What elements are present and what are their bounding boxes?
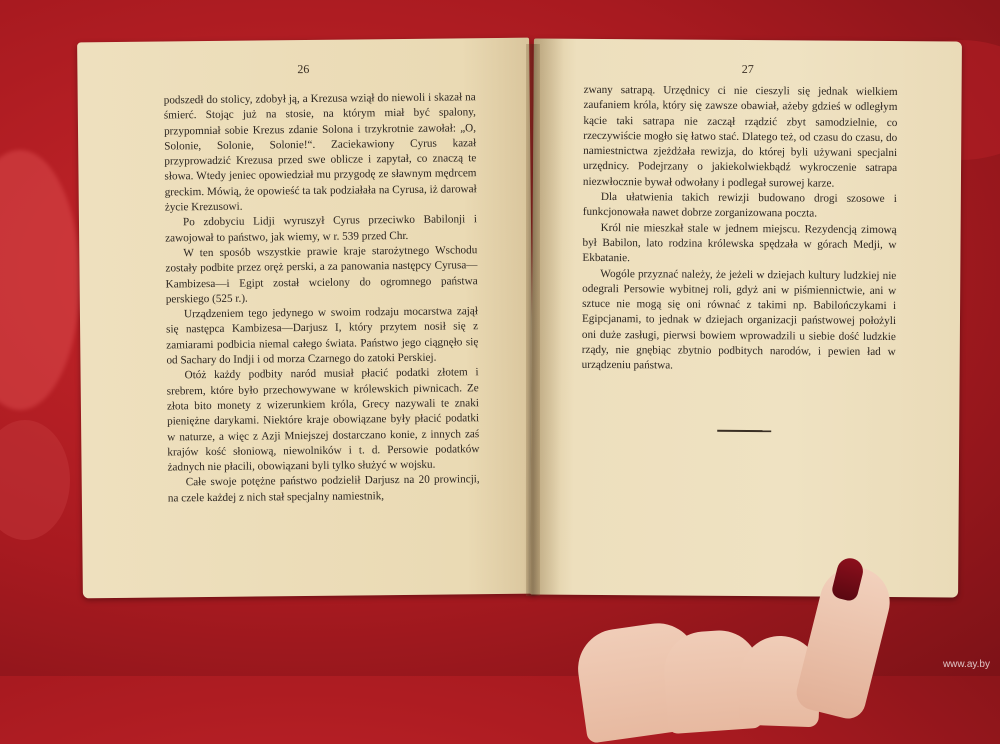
paragraph: Wogóle przyznać należy, że jeżeli w dziejach kultury ludzkiej nie odegrali Persowie wybitnej roli, gdyż ani w piśmiennictwie, ani w sztuce nie mogą się oni równać z takimi np. Babilończykami i Egipcjanami, to jednak w dziejach organizacji państwowej położyli oni duże zasługi, pierwsi bowiem wprowadzili u siebie dość ludzkie rządy, nie gnębiąc zbytnio podbitych narodów, i pewien ład w urządzeniu państwa. <box>581 267 897 372</box>
left-page <box>77 38 535 599</box>
page-text <box>164 90 480 506</box>
background-fabric-pattern <box>0 420 70 540</box>
hand <box>580 576 920 696</box>
book-spine-gutter <box>526 44 540 596</box>
paragraph: Otóż każdy podbity naród musiał płacić podatki złotem i srebrem, które było przechowywane w królewskich piwnicach. Ze złota bito monety z wizerunkiem króla, Grecy nazywali te znaki pieniężne darykami. Niektóre kraje obowiązane były płacić podatki w naturze, a więc z Azji Mniejszej dostarczano konie, z innych zaś krajów kość słoniową, niewolników i t. d. Persowie podatków żadnych nie płacili, obowiązani byli tylko służyć w wojsku. <box>166 366 480 474</box>
watermark: www.ay.by <box>942 659 990 670</box>
background-fabric-pattern <box>0 150 80 410</box>
page-number: 27 <box>741 61 754 77</box>
right-page <box>530 39 962 598</box>
paragraph: Po zdobyciu Lidji wyruszył Cyrus przeciwko Babilonji i zawojował to państwo, jak wiemy, w r. 539 przed Chr. <box>165 213 478 245</box>
paragraph: podszedł do stolicy, zdobył ją, a Krezusa wziął do niewoli i skazał na śmierć. Stojąc już na stosie, na którym miał być spalony, przypomniał sobie Krezus zdanie Solona i trzykrotnie zawołał: „O, Solonie, Solonie, Solonie!“. Zaciekawiony Cyrus kazał przyprowadzić Krezusa przed swe oblicze i zapytał, co znaczą te słowa. Wtedy jeniec opowiedział mu przygodę ze sławnym mędrcem greckim. Mówią, że opowieść ta tak podziałała na Cyrusa, iż darował życie Krezusowi. <box>163 91 477 214</box>
open-book <box>80 40 960 600</box>
section-end-rule <box>717 430 771 432</box>
page-text <box>582 83 898 376</box>
paragraph: zwany satrapą. Urzędnicy ci nie cieszyli się jednak wielkiem zaufaniem króla, który się zawsze obawiał, ażeby gdzieś w odległym kącie taki satrapa nie zaczął rządzić zbyt samodzielnie, co rzeczywiście mogło się łatwo stać. Dlatego też, od czasu do czasu, do namiestnictwa zjeżdżała rewizja, do której byli używani specjalni urzędnicy. Podejrzany o jakiekolwiekbądź wykroczenie satrapa niezwłocznie bywał odwołany i podlegał surowej karze. <box>582 83 898 190</box>
paragraph: Dla ułatwienia takich rewizji budowano drogi szosowe i funkcjonowała nawet dobrze zorganizowana poczta. <box>582 191 897 220</box>
paragraph: Król nie mieszkał stale w jednem miejscu. Rezydencją zimową był Babilon, lato rodzina królewska spędzała w górach Medji, w Ekbatanie. <box>582 221 897 265</box>
paragraph: W ten sposób wszystkie prawie kraje starożytnego Wschodu zostały podbite przez oręż perski, a za panowania następcy Cyrusa—Kambizesa—i Egipt został wcielony do ogromnego państwa perskiego (525 r.). <box>165 244 478 306</box>
paragraph: Urządzeniem tego jedynego w swoim rodzaju mocarstwa zajął się następca Kambizesa—Darjusz I, który przytem nosił się z zamiarami podbicia niemal całego świata. Państwo jego ciągnęło się od Sachary do Indji i od morza Czarnego do zatoki Perskiej. <box>166 305 479 367</box>
page-number: 26 <box>297 61 310 77</box>
paragraph: Całe swoje potężne państwo podzielił Darjusz na 20 prowincji, na czele każdej z nich stał specjalny namiestnik, <box>167 473 480 505</box>
